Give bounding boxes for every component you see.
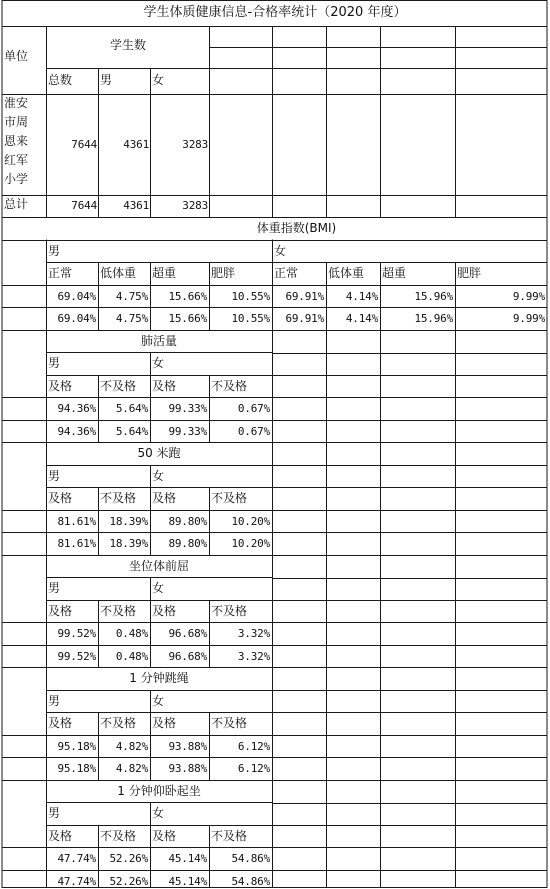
test-value: 3.32% [237,627,270,640]
bmi-value: 4.14% [345,290,378,303]
bmi-category-4: 正常 [274,266,299,280]
school-name-cell [4,94,44,189]
bmi-category-0: 正常 [48,266,73,280]
test-female-label: 女 [152,806,165,820]
school-name-line: 红军 [4,153,29,167]
test-male-label: 男 [48,806,61,820]
bmi-value: 9.99% [512,312,545,325]
test-value: 4.82% [115,740,148,753]
bmi-value: 69.04% [57,290,96,303]
test-column-label: 及格 [152,491,177,505]
test-value: 10.20% [231,537,270,550]
bmi-value: 10.55% [231,290,270,303]
test-column-label: 及格 [48,491,73,505]
school-total: 7644 [71,138,97,151]
test-value: 3.32% [237,650,270,663]
test-value: 81.61% [57,515,96,528]
test-value: 95.18% [57,762,96,775]
test-column-label: 不及格 [100,604,137,618]
test-value: 5.64% [115,402,148,415]
bmi-category-3: 肥胖 [211,266,236,280]
bmi-title: 体重指数(BMI) [256,221,337,235]
test-column-label: 不及格 [100,829,137,843]
test-column-label: 及格 [152,716,177,730]
test-value: 47.74% [57,875,96,888]
student-count-header: 学生数 [109,38,146,52]
test-female-label: 女 [152,694,165,708]
bmi-value: 10.55% [231,312,270,325]
grand-total-female: 3283 [182,199,208,212]
test-value: 18.39% [109,537,148,550]
test-value: 0.48% [115,650,148,663]
total-header: 总数 [48,73,73,87]
bmi-category-5: 低体重 [328,266,365,280]
test-female-label: 女 [152,469,165,483]
test-column-label: 不及格 [211,491,248,505]
bmi-value: 4.75% [115,312,148,325]
bmi-category-2: 超重 [152,266,177,280]
unit-header: 单位 [4,49,29,63]
test-value: 94.36% [57,402,96,415]
test-title: 肺活量 [140,334,177,348]
bmi-value: 69.04% [57,312,96,325]
test-male-label: 男 [48,356,61,370]
test-column-label: 不及格 [100,379,137,393]
bmi-category-1: 低体重 [100,266,137,280]
test-male-label: 男 [48,694,61,708]
school-male: 4361 [123,138,149,151]
test-value: 99.52% [57,650,96,663]
test-column-label: 及格 [152,604,177,618]
test-value: 52.26% [109,852,148,865]
school-female: 3283 [182,138,208,151]
test-value: 18.39% [109,515,148,528]
bmi-value: 69.91% [285,312,324,325]
test-value: 52.26% [109,875,148,888]
test-value: 0.48% [115,627,148,640]
bmi-value: 15.96% [414,312,453,325]
test-value: 0.67% [237,402,270,415]
test-value: 93.88% [168,762,207,775]
bmi-value: 4.14% [345,312,378,325]
bmi-value: 15.66% [168,290,207,303]
school-name-line: 淮安 [4,96,29,110]
page-title: 学生体质健康信息-合格率统计（2020 年度） [143,5,407,20]
test-value: 89.80% [168,537,207,550]
bmi-male-label: 男 [48,244,61,258]
test-column-label: 不及格 [211,829,248,843]
bmi-value: 9.99% [512,290,545,303]
grand-total-total: 7644 [71,199,97,212]
female-header: 女 [152,73,165,87]
test-value: 6.12% [237,762,270,775]
male-header: 男 [100,73,113,87]
school-name-line: 恩来 [4,134,29,148]
test-column-label: 及格 [48,829,73,843]
test-column-label: 及格 [152,829,177,843]
test-value: 94.36% [57,425,96,438]
test-column-label: 不及格 [100,491,137,505]
test-value: 81.61% [57,537,96,550]
test-value: 93.88% [168,740,207,753]
school-name-line: 小学 [4,172,29,186]
test-value: 54.86% [231,852,270,865]
bmi-value: 15.96% [414,290,453,303]
test-male-label: 男 [48,469,61,483]
test-title: 1 分钟跳绳 [129,671,189,685]
test-column-label: 及格 [48,379,73,393]
test-value: 45.14% [168,852,207,865]
test-value: 96.68% [168,650,207,663]
test-column-label: 不及格 [100,716,137,730]
test-column-label: 不及格 [211,604,248,618]
test-value: 99.52% [57,627,96,640]
bmi-value: 4.75% [115,290,148,303]
school-name-line: 市周 [4,115,29,129]
test-column-label: 不及格 [211,716,248,730]
bmi-value: 15.66% [168,312,207,325]
test-value: 99.33% [168,402,207,415]
test-value: 95.18% [57,740,96,753]
test-value: 96.68% [168,627,207,640]
test-value: 99.33% [168,425,207,438]
test-value: 89.80% [168,515,207,528]
test-column-label: 及格 [48,716,73,730]
grand-total-label: 总计 [4,197,29,211]
test-value: 4.82% [115,762,148,775]
test-value: 45.14% [168,875,207,888]
test-column-label: 及格 [48,604,73,618]
bmi-category-6: 超重 [382,266,407,280]
test-title: 1 分钟仰卧起坐 [117,784,201,798]
test-title: 50 米跑 [137,446,181,460]
test-value: 0.67% [237,425,270,438]
test-value: 10.20% [231,515,270,528]
test-male-label: 男 [48,581,61,595]
test-value: 6.12% [237,740,270,753]
test-value: 54.86% [231,875,270,888]
test-female-label: 女 [152,356,165,370]
test-title: 坐位体前屈 [128,559,189,573]
test-value: 5.64% [115,425,148,438]
grand-total-male: 4361 [123,199,149,212]
bmi-value: 69.91% [285,290,324,303]
test-column-label: 不及格 [211,379,248,393]
test-value: 47.74% [57,852,96,865]
test-female-label: 女 [152,581,165,595]
bmi-category-7: 肥胖 [457,266,482,280]
test-column-label: 及格 [152,379,177,393]
bmi-female-label: 女 [274,244,287,258]
